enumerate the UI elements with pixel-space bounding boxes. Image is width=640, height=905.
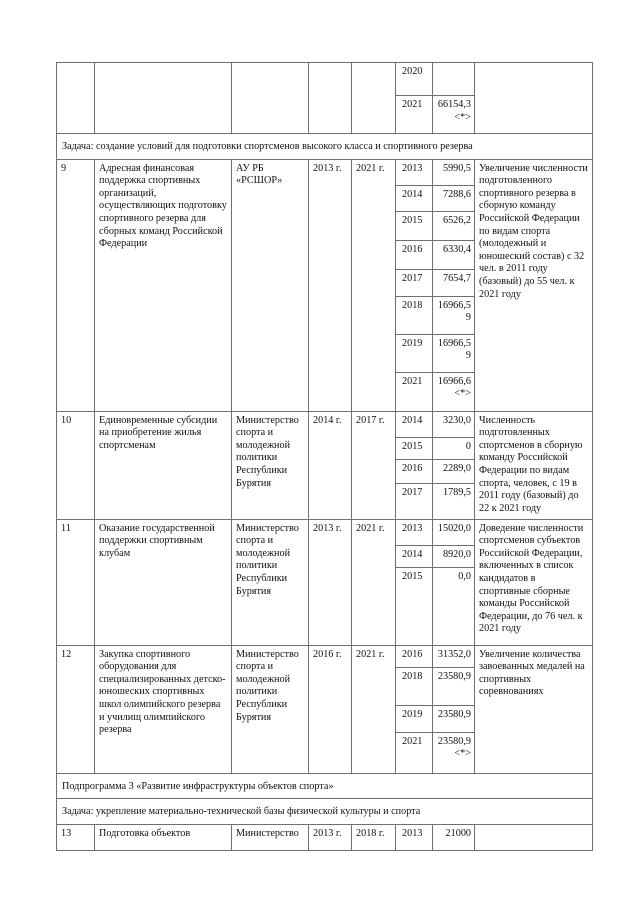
year-cell: 2014 <box>396 185 433 211</box>
executor-cell: Министерство <box>232 824 309 850</box>
year-cell: 2014 <box>396 411 433 437</box>
task-heading: Задача: укрепление материально-технической базы физической культуры и спорта <box>57 799 593 825</box>
year-cell: 2017 <box>396 483 433 519</box>
year-cell: 2018 <box>396 667 433 705</box>
table-row <box>57 411 593 437</box>
value-cell: 8920,0 <box>433 545 475 567</box>
year-cell: 2021 <box>396 732 433 773</box>
year-cell: 2021 <box>396 372 433 411</box>
value-cell: 23580,9 <box>433 705 475 732</box>
value-cell: 6330,4 <box>433 240 475 269</box>
value-cell: 3230,0 <box>433 411 475 437</box>
year-cell: 2014 <box>396 545 433 567</box>
end-cell: 2021 г. <box>352 159 396 411</box>
subprogram-heading: Подпрограмма 3 «Развитие инфраструктуры объектов спорта» <box>57 773 593 799</box>
value-cell: 15020,0 <box>433 519 475 545</box>
value-cell: 16966,5 9 <box>433 296 475 334</box>
value-cell: 0,0 <box>433 567 475 645</box>
value-cell: 16966,5 9 <box>433 334 475 372</box>
result-cell: Увеличение количества завоеванных медалей на спортивных соревнованиях <box>475 645 593 773</box>
year-cell: 2017 <box>396 269 433 296</box>
year-cell: 2018 <box>396 296 433 334</box>
start-cell: 2013 г. <box>309 519 352 645</box>
name-cell <box>95 63 232 134</box>
start-cell: 2013 г. <box>309 159 352 411</box>
year-cell: 2016 <box>396 459 433 483</box>
result-cell: Доведение численности спортсменов субъектов Российской Федерации, включенных в список кандидатов в спортивные сборные команды Российской Федерации, до 76 чел. к 2021 году <box>475 519 593 645</box>
executor-cell <box>232 63 309 134</box>
name-cell: Адресная финансовая поддержка спортивных организаций, осуществляющих подготовку спортивного резерва для сборных команд Российской Федерации <box>95 159 232 411</box>
table-row <box>57 824 593 850</box>
value-cell <box>433 63 475 96</box>
value-cell: 1789,5 <box>433 483 475 519</box>
task-row <box>57 134 593 160</box>
executor-cell: Министерство спорта и молодежной политики Республики Бурятия <box>232 411 309 519</box>
result-cell: Численность подготовленных спортсменов в сборную команду Российской Федерации по видам спорта, человек, с 19 в 2011 году (базовый) до 22 к 2021 году <box>475 411 593 519</box>
year-cell: 2015 <box>396 211 433 240</box>
name-cell: Единовременные субсидии на приобретение жилья спортсменам <box>95 411 232 519</box>
result-cell: Увеличение численности подготовленного спортивного резерва в сборную команду Российской Федерации по видам спорта (молодежный и юношеский состав) с 32 чел. в 2011 году (базовый) до 55 чел. к 2021 году <box>475 159 593 411</box>
year-cell: 2019 <box>396 705 433 732</box>
end-cell: 2021 г. <box>352 519 396 645</box>
start-cell: 2014 г. <box>309 411 352 519</box>
task-heading: Задача: создание условий для подготовки спортсменов высокого класса и спортивного резерва <box>57 134 593 160</box>
value-cell: 6526,2 <box>433 211 475 240</box>
end-cell: 2017 г. <box>352 411 396 519</box>
value-cell: 0 <box>433 437 475 459</box>
year-cell: 2016 <box>396 240 433 269</box>
start-cell <box>309 63 352 134</box>
table-row <box>57 159 593 185</box>
start-cell: 2016 г. <box>309 645 352 773</box>
subprogram-row <box>57 773 593 799</box>
name-cell: Оказание государственной поддержки спортивным клубам <box>95 519 232 645</box>
no-cell <box>57 63 95 134</box>
executor-cell: Министерство спорта и молодежной политики Республики Бурятия <box>232 519 309 645</box>
value-cell: 31352,0 <box>433 645 475 667</box>
table-row <box>57 519 593 545</box>
program-table <box>56 62 593 851</box>
year-cell: 2016 <box>396 645 433 667</box>
year-cell: 2013 <box>396 159 433 185</box>
value-cell: 23580,9 <*> <box>433 732 475 773</box>
year-cell: 2021 <box>396 96 433 134</box>
value-cell: 21000 <box>433 824 475 850</box>
executor-cell: АУ РБ «РСШОР» <box>232 159 309 411</box>
result-cell <box>475 63 593 134</box>
year-cell: 2020 <box>396 63 433 96</box>
no-cell: 13 <box>57 824 95 850</box>
name-cell: Закупка спортивного оборудования для специализированных детско-юношеских спортивных школ олимпийского резерва и училищ олимпийского резерва <box>95 645 232 773</box>
task-row <box>57 799 593 825</box>
end-cell: 2021 г. <box>352 645 396 773</box>
start-cell: 2013 г. <box>309 824 352 850</box>
value-cell: 5990,5 <box>433 159 475 185</box>
year-cell: 2019 <box>396 334 433 372</box>
year-cell: 2015 <box>396 567 433 645</box>
year-cell: 2013 <box>396 824 433 850</box>
value-cell: 66154,3 <*> <box>433 96 475 134</box>
no-cell: 9 <box>57 159 95 411</box>
end-cell: 2018 г. <box>352 824 396 850</box>
value-cell: 7288,6 <box>433 185 475 211</box>
table-row <box>57 645 593 667</box>
value-cell: 2289,0 <box>433 459 475 483</box>
value-cell: 16966,6 <*> <box>433 372 475 411</box>
name-cell: Подготовка объектов <box>95 824 232 850</box>
year-cell: 2013 <box>396 519 433 545</box>
year-cell: 2015 <box>396 437 433 459</box>
end-cell <box>352 63 396 134</box>
no-cell: 12 <box>57 645 95 773</box>
table-row <box>57 63 593 96</box>
value-cell: 7654,7 <box>433 269 475 296</box>
value-cell: 23580,9 <box>433 667 475 705</box>
result-cell <box>475 824 593 850</box>
executor-cell: Министерство спорта и молодежной политики Республики Бурятия <box>232 645 309 773</box>
no-cell: 11 <box>57 519 95 645</box>
no-cell: 10 <box>57 411 95 519</box>
